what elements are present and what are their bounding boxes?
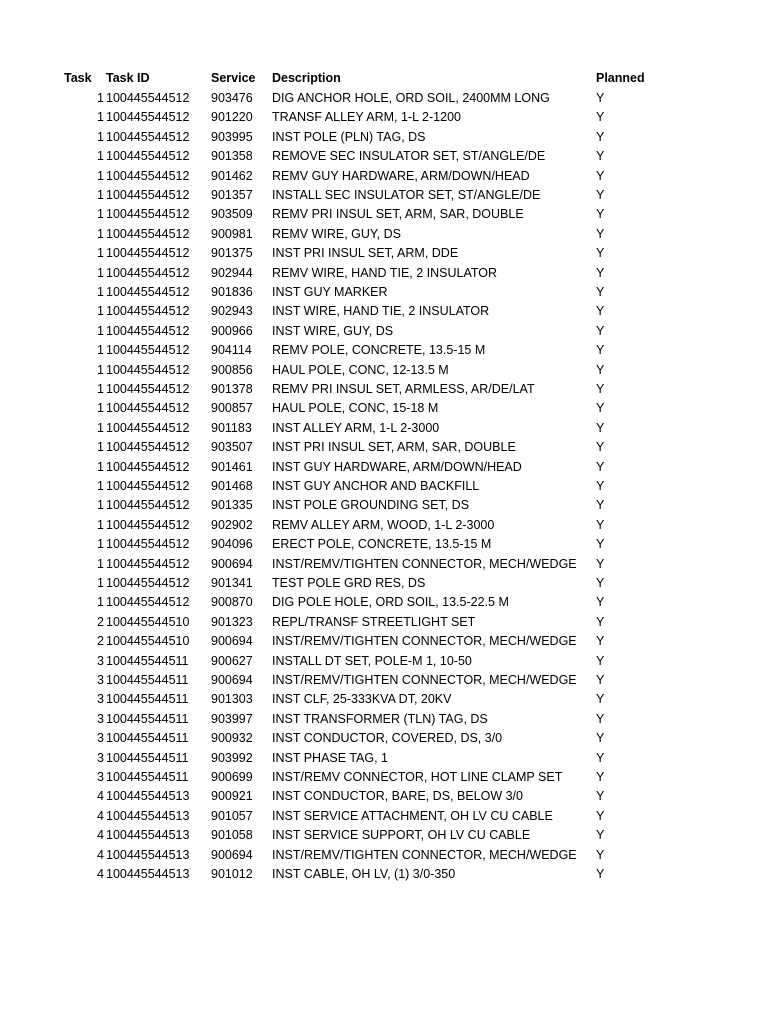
cell-task: 1 — [97, 517, 104, 532]
cell-planned: Y — [596, 517, 605, 532]
header-task-id: Task ID — [106, 71, 150, 85]
cell-planned: Y — [596, 673, 605, 687]
cell-planned: Y — [596, 847, 605, 862]
cell-description: INST/REMV CONNECTOR, HOT LINE CLAMP SET — [272, 770, 563, 784]
cell-description: DIG ANCHOR HOLE, ORD SOIL, 2400MM LONG — [272, 91, 550, 105]
table-row — [0, 322, 768, 341]
cell-service: 900857 — [211, 401, 253, 416]
cell-service: 903476 — [211, 91, 253, 105]
cell-task: 1 — [97, 110, 104, 125]
cell-task-id: 100445544512 — [106, 576, 190, 590]
cell-service: 904114 — [211, 343, 252, 358]
cell-description: INSTALL SEC INSULATOR SET, ST/ANGLE/DE — [272, 188, 541, 202]
table-row — [0, 652, 768, 671]
cell-planned: Y — [596, 653, 605, 668]
cell-planned: Y — [596, 362, 605, 377]
cell-task: 1 — [97, 129, 104, 144]
cell-task-id: 100445544512 — [106, 498, 190, 513]
table-row — [0, 496, 768, 515]
cell-task-id: 100445544512 — [106, 343, 190, 358]
cell-task: 3 — [97, 770, 104, 784]
cell-planned: Y — [596, 420, 605, 435]
table-row — [0, 768, 768, 787]
cell-description: INST CONDUCTOR, BARE, DS, BELOW 3/0 — [272, 789, 523, 804]
cell-task-id: 100445544512 — [106, 459, 190, 474]
cell-planned: Y — [596, 789, 605, 804]
table-row — [0, 147, 768, 166]
cell-planned: Y — [596, 285, 605, 299]
cell-task: 1 — [97, 479, 104, 493]
table-row — [0, 729, 768, 748]
table-row — [0, 167, 768, 186]
cell-planned: Y — [596, 440, 605, 455]
table-row — [0, 632, 768, 651]
cell-service: 901357 — [211, 188, 253, 202]
cell-service: 900932 — [211, 731, 253, 746]
cell-service: 900981 — [211, 226, 253, 241]
cell-task: 1 — [97, 362, 104, 377]
table-row — [0, 749, 768, 768]
cell-task-id: 100445544512 — [106, 129, 190, 144]
cell-task-id: 100445544512 — [106, 401, 190, 416]
header-planned: Planned — [596, 71, 645, 85]
cell-service: 900694 — [211, 847, 253, 862]
cell-planned: Y — [596, 537, 605, 552]
cell-task: 3 — [97, 673, 104, 687]
cell-planned: Y — [596, 91, 605, 105]
cell-task-id: 100445544512 — [106, 537, 190, 552]
cell-planned: Y — [596, 498, 605, 513]
table-row — [0, 341, 768, 360]
cell-service: 903992 — [211, 750, 253, 765]
cell-description: INST/REMV/TIGHTEN CONNECTOR, MECH/WEDGE — [272, 556, 577, 571]
cell-planned: Y — [596, 110, 605, 125]
cell-task: 4 — [97, 867, 104, 881]
cell-description: INST PRI INSUL SET, ARM, DDE — [272, 246, 459, 261]
cell-task: 3 — [97, 653, 104, 668]
cell-description: INST SERVICE ATTACHMENT, OH LV CU CABLE — [272, 808, 553, 823]
table-row — [0, 128, 768, 147]
table-row — [0, 710, 768, 729]
table-header-row — [0, 69, 768, 88]
cell-task-id: 100445544512 — [106, 226, 190, 241]
cell-task-id: 100445544512 — [106, 168, 190, 183]
cell-description: INST TRANSFORMER (TLN) TAG, DS — [272, 711, 488, 726]
table-row — [0, 593, 768, 612]
cell-task: 1 — [97, 285, 104, 299]
cell-description: HAUL POLE, CONC, 12-13.5 M — [272, 362, 449, 377]
cell-task-id: 100445544511 — [106, 731, 189, 746]
cell-service: 903507 — [211, 440, 253, 455]
cell-service: 901358 — [211, 149, 253, 164]
table-row — [0, 186, 768, 205]
cell-description: REMV POLE, CONCRETE, 13.5-15 M — [272, 343, 486, 358]
cell-service: 901462 — [211, 168, 253, 183]
cell-planned: Y — [596, 246, 605, 261]
cell-task: 1 — [97, 323, 104, 338]
cell-description: REMV GUY HARDWARE, ARM/DOWN/HEAD — [272, 168, 530, 183]
cell-description: TRANSF ALLEY ARM, 1-L 2-1200 — [272, 110, 461, 125]
header-description: Description — [272, 71, 341, 85]
cell-task-id: 100445544511 — [106, 750, 189, 765]
cell-service: 900699 — [211, 770, 253, 784]
table-row — [0, 865, 768, 884]
cell-task-id: 100445544512 — [106, 323, 190, 338]
cell-service: 903997 — [211, 711, 253, 726]
table-row — [0, 690, 768, 709]
cell-description: INST GUY HARDWARE, ARM/DOWN/HEAD — [272, 459, 522, 474]
table-row — [0, 283, 768, 302]
table-row — [0, 225, 768, 244]
cell-task-id: 100445544512 — [106, 265, 190, 280]
cell-task-id: 100445544512 — [106, 382, 190, 396]
cell-service: 900870 — [211, 595, 253, 610]
cell-service: 903995 — [211, 129, 253, 144]
cell-task: 1 — [97, 401, 104, 416]
cell-task: 1 — [97, 595, 104, 610]
cell-task: 1 — [97, 420, 104, 435]
cell-service: 900627 — [211, 653, 253, 668]
cell-task-id: 100445544512 — [106, 362, 190, 377]
cell-description: INST/REMV/TIGHTEN CONNECTOR, MECH/WEDGE — [272, 634, 577, 649]
cell-task-id: 100445544510 — [106, 634, 190, 649]
cell-task-id: 100445544512 — [106, 304, 190, 319]
cell-planned: Y — [596, 323, 605, 338]
header-task: Task — [64, 71, 92, 85]
cell-service: 901303 — [211, 692, 253, 707]
cell-planned: Y — [596, 828, 605, 843]
cell-planned: Y — [596, 614, 605, 629]
table-row — [0, 108, 768, 127]
cell-description: HAUL POLE, CONC, 15-18 M — [272, 401, 439, 416]
table-row — [0, 574, 768, 593]
cell-task: 2 — [97, 634, 104, 649]
cell-planned: Y — [596, 188, 605, 202]
table-row — [0, 477, 768, 496]
cell-task: 1 — [97, 576, 104, 590]
table-row — [0, 380, 768, 399]
cell-planned: Y — [596, 168, 605, 183]
cell-task: 1 — [97, 226, 104, 241]
cell-task: 1 — [97, 440, 104, 455]
cell-description: ERECT POLE, CONCRETE, 13.5-15 M — [272, 537, 492, 552]
cell-planned: Y — [596, 634, 605, 649]
header-service: Service — [211, 71, 256, 85]
cell-planned: Y — [596, 576, 605, 590]
cell-description: INST ALLEY ARM, 1-L 2-3000 — [272, 420, 440, 435]
cell-description: REMOVE SEC INSULATOR SET, ST/ANGLE/DE — [272, 149, 546, 164]
table-row — [0, 458, 768, 477]
cell-task-id: 100445544511 — [106, 653, 189, 668]
cell-description: INST WIRE, GUY, DS — [272, 323, 394, 338]
table-row — [0, 787, 768, 806]
cell-task: 1 — [97, 343, 104, 358]
table-row — [0, 846, 768, 865]
cell-task: 4 — [97, 789, 104, 804]
cell-task-id: 100445544512 — [106, 110, 190, 125]
table-row — [0, 671, 768, 690]
cell-planned: Y — [596, 343, 605, 358]
cell-planned: Y — [596, 459, 605, 474]
cell-task-id: 100445544511 — [106, 770, 189, 784]
cell-planned: Y — [596, 207, 605, 222]
cell-task: 1 — [97, 188, 104, 202]
cell-task: 2 — [97, 614, 104, 629]
cell-task-id: 100445544512 — [106, 207, 190, 222]
cell-task: 1 — [97, 498, 104, 513]
cell-service: 901012 — [211, 867, 253, 881]
cell-task: 1 — [97, 304, 104, 319]
cell-task-id: 100445544512 — [106, 149, 190, 164]
cell-task-id: 100445544512 — [106, 420, 190, 435]
cell-description: INST WIRE, HAND TIE, 2 INSULATOR — [272, 304, 490, 319]
cell-planned: Y — [596, 595, 605, 610]
cell-service: 900921 — [211, 789, 253, 804]
cell-task: 1 — [97, 556, 104, 571]
cell-task-id: 100445544512 — [106, 285, 190, 299]
cell-planned: Y — [596, 479, 605, 493]
cell-task: 1 — [97, 207, 104, 222]
table-row — [0, 419, 768, 438]
cell-service: 900694 — [211, 556, 253, 571]
cell-task: 4 — [97, 828, 104, 843]
table-row — [0, 399, 768, 418]
cell-description: INST PHASE TAG, 1 — [272, 750, 389, 765]
table-row — [0, 438, 768, 457]
cell-task: 3 — [97, 711, 104, 726]
cell-task-id: 100445544512 — [106, 556, 190, 571]
cell-service: 900966 — [211, 323, 253, 338]
cell-service: 901183 — [211, 420, 252, 435]
table-row — [0, 244, 768, 263]
cell-task: 4 — [97, 847, 104, 862]
cell-description: INST/REMV/TIGHTEN CONNECTOR, MECH/WEDGE — [272, 847, 577, 862]
cell-service: 902944 — [211, 265, 253, 280]
cell-description: INSTALL DT SET, POLE-M 1, 10-50 — [272, 653, 472, 668]
cell-task: 1 — [97, 149, 104, 164]
cell-service: 901220 — [211, 110, 253, 125]
cell-task-id: 100445544512 — [106, 91, 190, 105]
cell-service: 901468 — [211, 479, 253, 493]
cell-service: 901341 — [211, 576, 253, 590]
table-row — [0, 205, 768, 224]
cell-task-id: 100445544512 — [106, 517, 190, 532]
cell-task-id: 100445544512 — [106, 479, 190, 493]
cell-task: 1 — [97, 168, 104, 183]
cell-description: REMV WIRE, HAND TIE, 2 INSULATOR — [272, 265, 498, 280]
table-row — [0, 555, 768, 574]
cell-description: REPL/TRANSF STREETLIGHT SET — [272, 614, 476, 629]
table-row — [0, 516, 768, 535]
cell-service: 901323 — [211, 614, 253, 629]
cell-description: INST SERVICE SUPPORT, OH LV CU CABLE — [272, 828, 531, 843]
cell-task-id: 100445544511 — [106, 711, 189, 726]
cell-planned: Y — [596, 731, 605, 746]
cell-task-id: 100445544513 — [106, 808, 190, 823]
cell-description: INST POLE (PLN) TAG, DS — [272, 129, 426, 144]
cell-service: 904096 — [211, 537, 253, 552]
cell-task: 3 — [97, 750, 104, 765]
cell-description: INST/REMV/TIGHTEN CONNECTOR, MECH/WEDGE — [272, 673, 577, 687]
cell-service: 902902 — [211, 517, 253, 532]
cell-task: 1 — [97, 382, 104, 396]
cell-description: INST GUY ANCHOR AND BACKFILL — [272, 479, 480, 493]
cell-planned: Y — [596, 556, 605, 571]
cell-planned: Y — [596, 867, 605, 881]
cell-planned: Y — [596, 401, 605, 416]
table-row — [0, 826, 768, 845]
cell-planned: Y — [596, 750, 605, 765]
cell-task-id: 100445544512 — [106, 188, 190, 202]
cell-task-id: 100445544513 — [106, 789, 190, 804]
cell-task: 3 — [97, 692, 104, 707]
cell-service: 901058 — [211, 828, 253, 843]
cell-task: 1 — [97, 91, 104, 105]
cell-description: INST CABLE, OH LV, (1) 3/0-350 — [272, 867, 456, 881]
cell-planned: Y — [596, 711, 605, 726]
cell-task-id: 100445544513 — [106, 828, 190, 843]
table-row — [0, 302, 768, 321]
cell-service: 901836 — [211, 285, 253, 299]
table-row — [0, 264, 768, 283]
cell-task: 1 — [97, 265, 104, 280]
cell-task-id: 100445544513 — [106, 847, 190, 862]
cell-description: INST CLF, 25-333KVA DT, 20KV — [272, 692, 452, 707]
cell-task-id: 100445544512 — [106, 246, 190, 261]
cell-task-id: 100445544513 — [106, 867, 190, 881]
cell-service: 901461 — [211, 459, 253, 474]
cell-service: 900856 — [211, 362, 253, 377]
cell-description: INST POLE GROUNDING SET, DS — [272, 498, 470, 513]
cell-service: 901375 — [211, 246, 253, 261]
cell-description: INST GUY MARKER — [272, 285, 388, 299]
cell-service: 901335 — [211, 498, 253, 513]
cell-description: REMV PRI INSUL SET, ARM, SAR, DOUBLE — [272, 207, 524, 222]
cell-service: 900694 — [211, 673, 253, 687]
cell-service: 902943 — [211, 304, 253, 319]
cell-planned: Y — [596, 808, 605, 823]
table-row — [0, 613, 768, 632]
cell-service: 900694 — [211, 634, 253, 649]
cell-description: REMV PRI INSUL SET, ARMLESS, AR/DE/LAT — [272, 382, 535, 396]
cell-planned: Y — [596, 265, 605, 280]
cell-description: REMV ALLEY ARM, WOOD, 1-L 2-3000 — [272, 517, 495, 532]
cell-task-id: 100445544511 — [106, 692, 189, 707]
cell-task-id: 100445544512 — [106, 595, 190, 610]
cell-task: 1 — [97, 459, 104, 474]
table-row — [0, 89, 768, 108]
cell-description: INST PRI INSUL SET, ARM, SAR, DOUBLE — [272, 440, 516, 455]
table-row — [0, 361, 768, 380]
cell-task-id: 100445544511 — [106, 673, 189, 687]
cell-description: TEST POLE GRD RES, DS — [272, 576, 426, 590]
cell-service: 901057 — [211, 808, 253, 823]
cell-planned: Y — [596, 129, 605, 144]
cell-planned: Y — [596, 226, 605, 241]
table-row — [0, 535, 768, 554]
cell-task: 1 — [97, 537, 104, 552]
cell-service: 901378 — [211, 382, 253, 396]
cell-description: DIG POLE HOLE, ORD SOIL, 13.5-22.5 M — [272, 595, 509, 610]
cell-task: 4 — [97, 808, 104, 823]
cell-description: INST CONDUCTOR, COVERED, DS, 3/0 — [272, 731, 503, 746]
cell-description: REMV WIRE, GUY, DS — [272, 226, 401, 241]
cell-planned: Y — [596, 304, 605, 319]
cell-task: 1 — [97, 246, 104, 261]
cell-task-id: 100445544512 — [106, 440, 190, 455]
cell-planned: Y — [596, 382, 605, 396]
cell-planned: Y — [596, 770, 605, 784]
cell-task: 3 — [97, 731, 104, 746]
cell-planned: Y — [596, 692, 605, 707]
table-row — [0, 807, 768, 826]
cell-service: 903509 — [211, 207, 253, 222]
cell-planned: Y — [596, 149, 605, 164]
cell-task-id: 100445544510 — [106, 614, 190, 629]
